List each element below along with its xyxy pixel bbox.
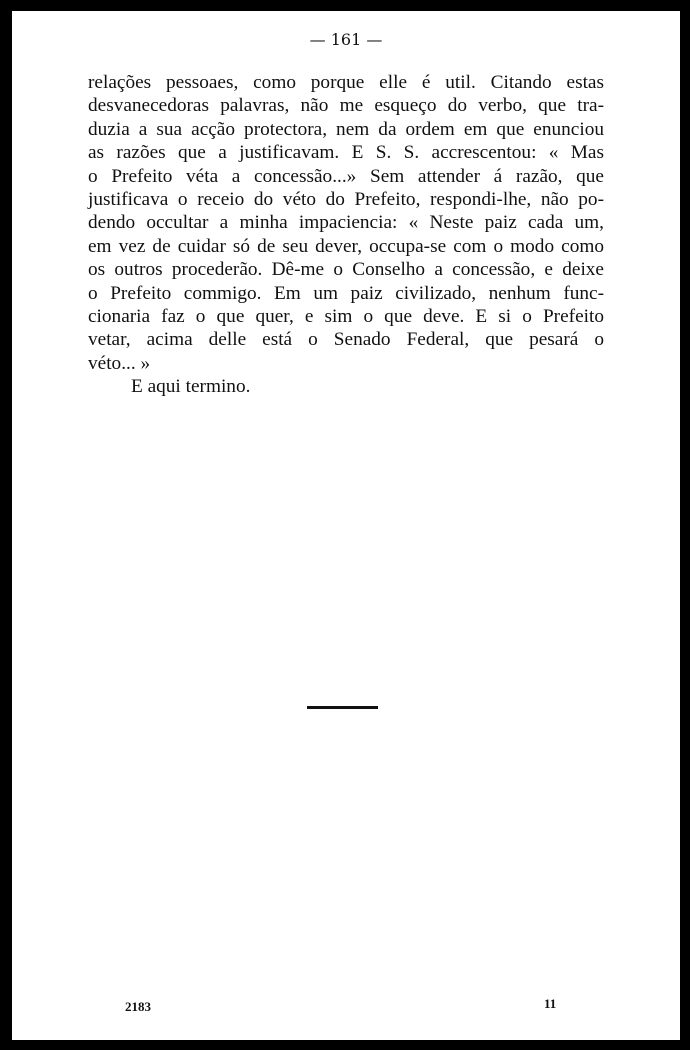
text-line: dendo occultar a minha impaciencia: « Neste paiz cada um, xyxy=(88,212,604,234)
document-page xyxy=(12,11,680,1040)
text-line: relações pessoaes, como porque elle é util. Citando estas xyxy=(88,72,604,93)
signature-mark: 2183 xyxy=(125,999,151,1014)
text-line: cionaria faz o que quer, e sim o que deve. E si o Prefeito xyxy=(88,306,604,328)
text-line: o Prefeito commigo. Em um paiz civilizado, nenhum func- xyxy=(88,282,604,304)
body-text xyxy=(88,71,604,399)
page-number: — 161 — xyxy=(309,30,383,49)
text-line: o Prefeito véta a concessão...» Sem attender á razão, que xyxy=(88,165,604,187)
text-line: justificava o receio do véto do Prefeito, respondi-lhe, não po- xyxy=(88,189,604,211)
text-line: véto... » xyxy=(88,352,151,374)
text-line: as razões que a justificavam. E S. S. accrescentou: « Mas xyxy=(88,142,604,164)
folio-number: 11 xyxy=(544,996,557,1011)
text-line: desvanecedoras palavras, não me esqueço do verbo, que tra- xyxy=(88,95,604,117)
section-end-rule xyxy=(307,706,378,709)
text-line: duzia a sua acção protectora, nem da ordem em que enunciou xyxy=(88,118,604,140)
text-line: os outros procederão. Dê-me o Conselho a concessão, e deixe xyxy=(88,259,604,281)
text-line: em vez de cuidar só de seu dever, occupa-se com o modo como xyxy=(88,235,604,257)
text-line: vetar, acima delle está o Senado Federal, que pesará o xyxy=(88,329,604,351)
closing-line: E aqui termino. xyxy=(131,376,251,398)
